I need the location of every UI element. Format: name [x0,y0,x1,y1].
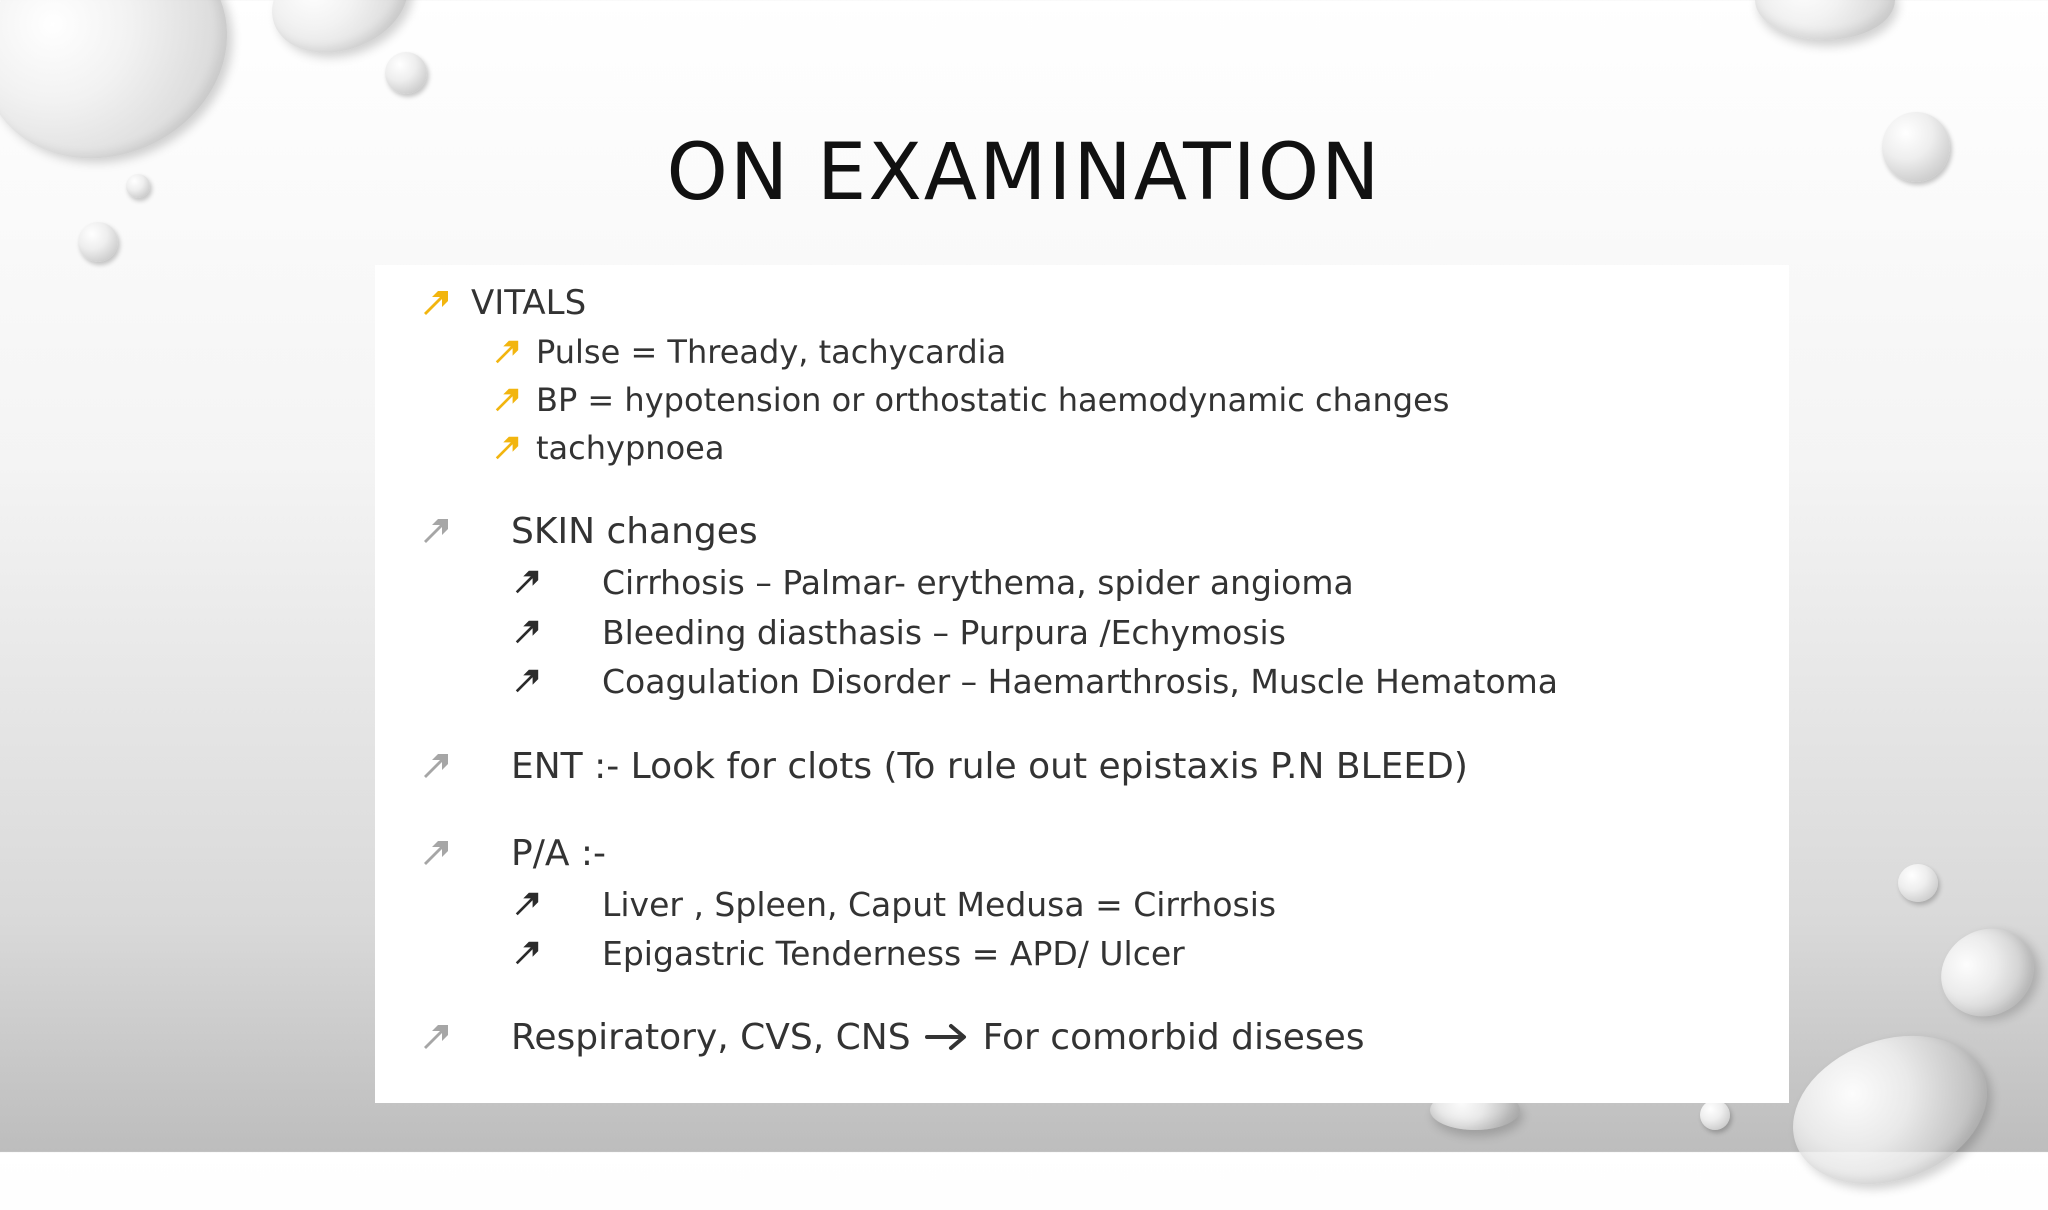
water-drop-decoration [385,52,427,94]
grey-arrow-bullet-icon [419,1022,453,1052]
systems-heading-part2: For comorbid diseses [982,1016,1365,1058]
skin-item-text: Coagulation Disorder – Haemarthrosis, Muscle Hematoma [602,661,1559,701]
skin-item [510,561,1354,603]
water-drop-decoration [1898,864,1938,902]
systems-heading-part1: Respiratory, CVS, CNS [511,1016,911,1058]
black-arrow-bullet-icon [510,618,544,646]
grey-arrow-bullet-icon [419,751,453,781]
pa-item-text: Epigastric Tenderness = APD/ Ulcer [602,933,1185,973]
skin-item [510,660,1558,702]
water-drop-decoration [1925,912,2048,1033]
black-arrow-bullet-icon [510,939,544,967]
grey-arrow-bullet-icon [419,838,453,868]
skin-item [510,611,1286,653]
water-drop-decoration [1772,1010,2008,1210]
black-arrow-bullet-icon [510,890,544,918]
bullet-systems [419,1014,1365,1060]
slide-title: ON EXAMINATION [666,128,1382,219]
pa-heading: P/A :- [511,832,607,874]
pa-item [510,883,1276,925]
bullet-ent [419,743,1468,789]
skin-item-text: Cirrhosis – Palmar- erythema, spider angioma [602,562,1354,602]
skin-item-text: Bleeding diasthasis – Purpura /Echymosis [602,612,1286,652]
vitals-item-text: Pulse = Thready, tachycardia [536,333,1007,371]
yellow-arrow-bullet-icon [490,434,524,462]
yellow-arrow-bullet-icon [419,288,453,318]
vitals-item-text: BP = hypotension or orthostatic haemodynamic changes [536,381,1450,419]
bullet-skin-changes [419,508,758,554]
bullet-pa [419,830,606,876]
pa-item [510,932,1185,974]
water-drop-decoration [78,222,118,262]
vitals-item [490,380,1449,420]
yellow-arrow-bullet-icon [490,386,524,414]
vitals-item [490,332,1006,372]
content-panel [375,265,1789,1103]
vitals-item-text: tachypnoea [536,429,725,467]
grey-arrow-bullet-icon [419,516,453,546]
pa-item-text: Liver , Spleen, Caput Medusa = Cirrhosis [602,884,1277,924]
water-drop-decoration [1755,0,1895,40]
ent-heading: ENT :- Look for clots (To rule out epistaxis P.N BLEED) [511,745,1468,787]
black-arrow-bullet-icon [510,568,544,596]
skin-heading: SKIN changes [511,510,758,552]
black-arrow-bullet-icon [510,667,544,695]
yellow-arrow-bullet-icon [490,338,524,366]
bullet-vitals [419,281,586,325]
vitals-heading: VITALS [471,283,587,323]
water-drop-decoration [1700,1100,1730,1130]
vitals-item [490,428,724,468]
right-arrow-icon [925,1022,969,1052]
